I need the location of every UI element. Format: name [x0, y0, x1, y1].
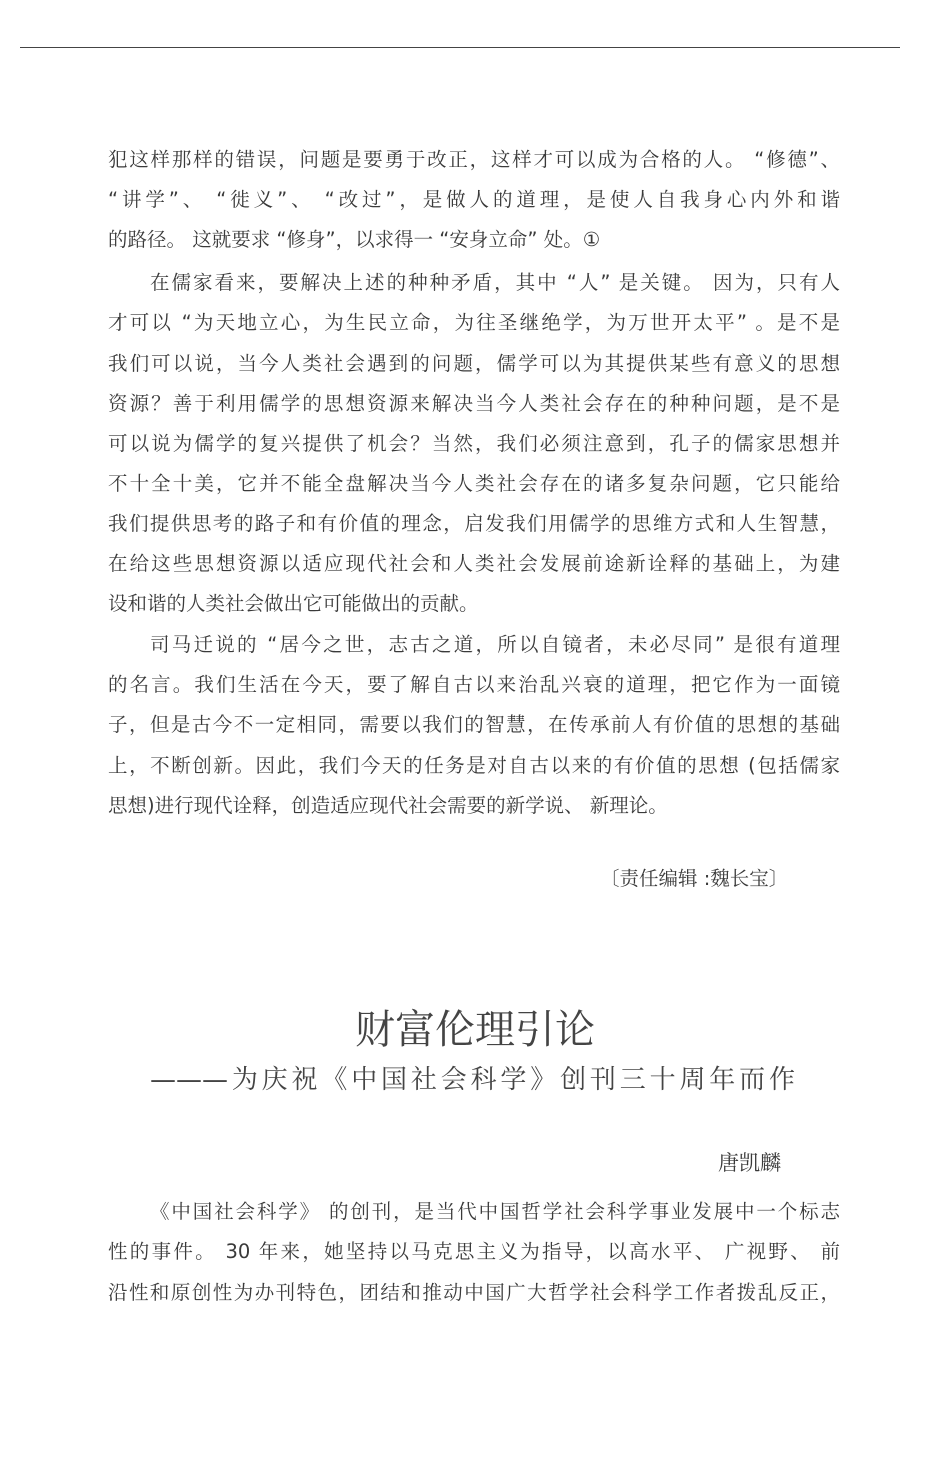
text-line: 不十全十美，它并不能全盘解决当今人类社会存在的诸多复杂问题，它只能给 — [108, 472, 840, 495]
article-title: 财富伦理引论 — [355, 1007, 595, 1053]
responsible-editor: 〔责任编辑 :魏长宝〕 — [600, 867, 789, 890]
text-line: 思想)进行现代诠释，创造适应现代社会需要的新学说、 新理论。 — [108, 794, 668, 817]
text-line: 性的事件。 30 年来，她坚持以马克思主义为指导，以高水平、 广视野、 前 — [108, 1240, 840, 1263]
text-line: 的名言。我们生活在今天，要了解自古以来治乱兴衰的道理，把它作为一面镜 — [108, 673, 840, 696]
text-line: 设和谐的人类社会做出它可能做出的贡献。 — [108, 592, 479, 615]
text-line: 我们提供思考的路子和有价值的理念，启发我们用儒学的思维方式和人生智慧， — [108, 512, 840, 535]
text-line: 才可以 “为天地立心，为生民立命，为往圣继绝学，为万世开太平” 。是不是 — [108, 311, 840, 334]
text-line: 子，但是古今不一定相同，需要以我们的智慧，在传承前人有价值的思想的基础 — [108, 713, 840, 736]
text-line: 上，不断创新。因此，我们今天的任务是对自古以来的有价值的思想 (包括儒家 — [108, 754, 840, 777]
text-line: “讲学”、 “徙义”、 “改过”，是做人的道理，是使人自我身心内外和谐 — [108, 188, 840, 211]
text-line: 沿性和原创性为办刊特色，团结和推动中国广大哲学社会科学工作者拨乱反正， — [108, 1281, 840, 1304]
text-line: 在给这些思想资源以适应现代社会和人类社会发展前途新诠释的基础上，为建 — [108, 552, 840, 575]
text-line: 的路径。 这就要求 “修身”，以求得一 “安身立命” 处。① — [108, 228, 601, 251]
text-line: 可以说为儒学的复兴提供了机会？当然，我们必须注意到，孔子的儒家思想并 — [108, 432, 840, 455]
text-line: 犯这样那样的错误，问题是要勇于改正，这样才可以成为合格的人。 “修德”、 — [108, 148, 840, 171]
text-line: 司马迁说的 “居今之世，志古之道，所以自镜者，未必尽同” 是很有道理 — [150, 633, 840, 656]
article-subtitle: ———为庆祝《中国社会科学》创刊三十周年而作 — [150, 1065, 795, 1095]
header-rule — [20, 47, 900, 48]
text-line: 《中国社会科学》 的创刊，是当代中国哲学社会科学事业发展中一个标志 — [150, 1200, 840, 1223]
article-author: 唐凯麟 — [718, 1151, 781, 1175]
text-line: 在儒家看来，要解决上述的种种矛盾，其中 “人” 是关键。 因为，只有人 — [150, 271, 840, 294]
text-line: 我们可以说，当今人类社会遇到的问题，儒学可以为其提供某些有意义的思想 — [108, 352, 840, 375]
text-line: 资源？善于利用儒学的思想资源来解决当今人类社会存在的种种问题，是不是 — [108, 392, 840, 415]
